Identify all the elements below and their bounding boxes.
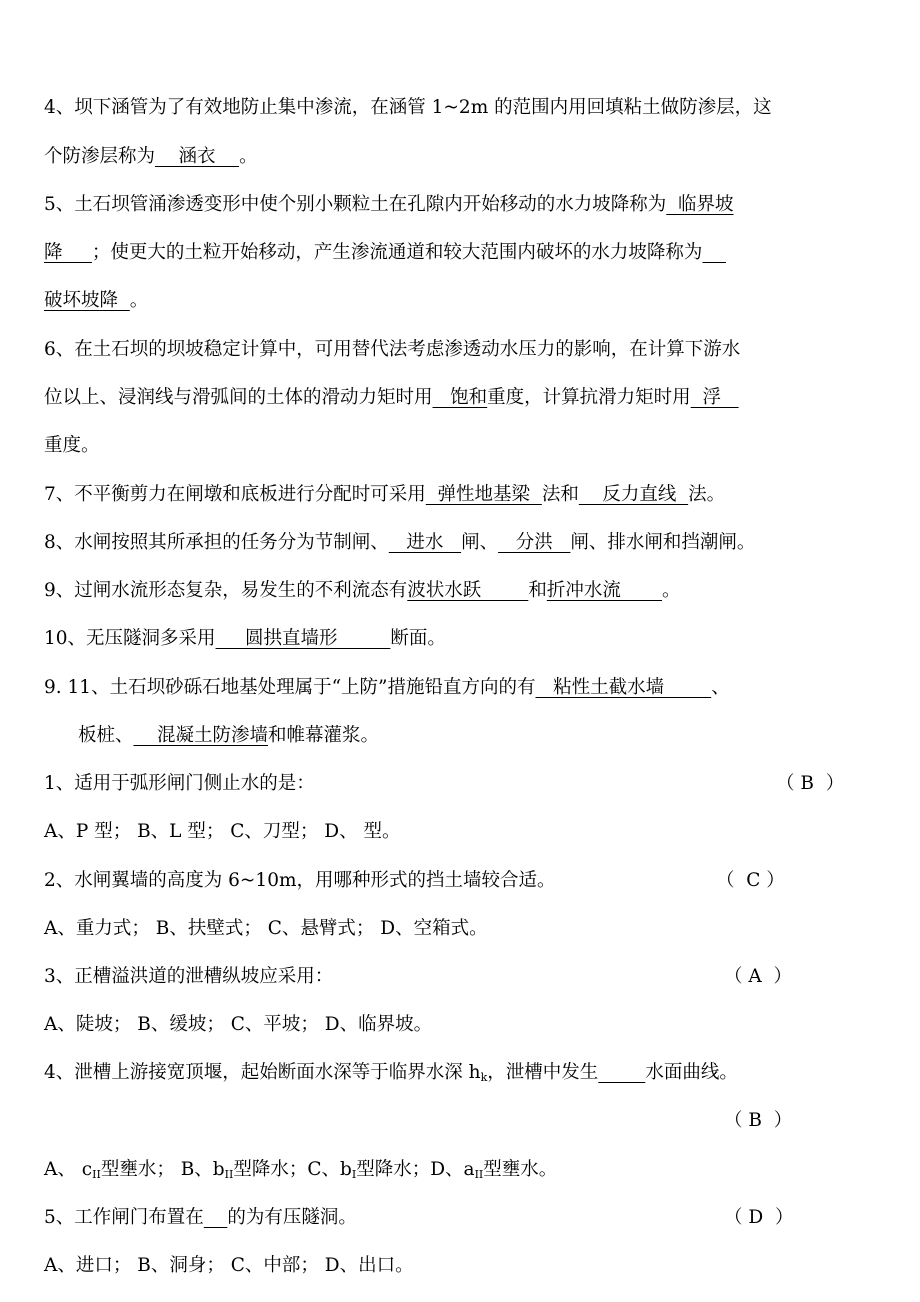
choice-4-stem-text-1: 4、泄槽上游接宽顶堰，起始断面水深等于临界水深 h [44, 1062, 481, 1083]
q9-text-3: 。 [662, 580, 681, 601]
q9-answer-1: 波状水跃 [407, 580, 529, 601]
q5-answer-2: 破坏坡降 [44, 290, 130, 311]
choice-5-stem [44, 1206, 357, 1230]
choice-4-stem [44, 1061, 738, 1090]
choice-5-blank [204, 1207, 228, 1228]
choice-2-stem-text: 2、水闸翼墙的高度为 6~10m，用哪种形式的挡土墙较合适。 [44, 870, 556, 891]
q11-text-3: 板桩、 [78, 725, 134, 746]
q7-line [44, 483, 725, 507]
q8-text-3: 闸、排水闸和挡潮闸。 [570, 532, 756, 553]
choice-4-answer: （ B ） [724, 1110, 793, 1131]
choice-4-stem-text-3: 水面曲线。 [645, 1062, 738, 1083]
choice-3-stem [44, 965, 333, 989]
q4-text-1: 4、坝下涵管为了有效地防止集中渗流，在涵管 1~2m 的范围内用回填粘土做防渗层，这 [44, 97, 772, 118]
q6-line-3 [44, 434, 100, 458]
choice-4-blank [598, 1062, 645, 1083]
q5-end: 。 [129, 290, 149, 311]
choice-4-opt-c: 型降水；C、b [233, 1159, 352, 1180]
q9-text-1: 9、过闸水流形态复杂，易发生的不利流态有 [44, 580, 408, 601]
choice-4-opt-d-sub: II [474, 1168, 484, 1181]
q4-text-2: 个防渗层称为 [44, 146, 156, 167]
choice-5-options [44, 1254, 414, 1278]
q9-text-2: 和 [528, 580, 547, 601]
q11-text-1: 9. 11、土石坝砂砾石地基处理属于“上防”措施铅直方向的有 [44, 677, 536, 698]
choice-3-options-text: A、陡坡； B、缓坡； C、平坡； D、临界坡。 [44, 1014, 433, 1035]
q6-line-1 [44, 338, 740, 362]
q9-answer-2: 折冲水流 [546, 580, 663, 601]
q5-text-1: 5、土石坝管涌渗透变形中使个别小颗粒土在孔隙内开始移动的水力坡降称为 [44, 194, 667, 215]
choice-4-stem-text-2: ，泄槽中发生 [487, 1062, 599, 1083]
q6-line-2 [44, 386, 739, 410]
choice-1-options-text: A、P 型； B、L 型； C、刀型； D、 型。 [44, 821, 401, 842]
q11-answer-2: 混凝土防渗墙 [133, 725, 269, 746]
q8-answer-1: 进水 [388, 532, 462, 553]
q6-text-1: 6、在土石坝的坝坡稳定计算中，可用替代法考虑渗透动水压力的影响，在计算下游水 [44, 339, 741, 360]
q11-line-1 [44, 676, 730, 700]
q6-text-2: 位以上、浸润线与滑弧间的土体的滑动力矩时用 [44, 387, 433, 408]
choice-2-answer: （ C ） [716, 870, 785, 891]
choice-2-stem [44, 869, 556, 893]
q9-line [44, 579, 681, 603]
q11-text-2: 、 [711, 677, 730, 698]
choice-5-stem-text-2: 的为有压隧洞。 [227, 1207, 357, 1228]
choice-5-stem-text-1: 5、工作闸门布置在 [44, 1207, 204, 1228]
q10-text-1: 10、无压隧洞多采用 [44, 628, 216, 649]
choice-4-subscript-k: k [480, 1071, 488, 1084]
q5-answer-1a: 临界坡 [666, 194, 734, 215]
q7-answer-2: 反力直线 [578, 484, 689, 505]
q8-line [44, 531, 755, 555]
choice-2-options-text: A、重力式； B、扶壁式； C、悬臂式； D、空箱式。 [44, 918, 488, 939]
choice-4-opt-a: A、 c [44, 1159, 93, 1180]
q6-answer-2: 浮 [690, 387, 739, 408]
q4-line-2 [44, 145, 258, 169]
choice-3-stem-text: 3、正槽溢洪道的泄槽纵坡应采用： [44, 966, 334, 987]
q8-text-1: 8、水闸按照其所承担的任务分为节制闸、 [44, 532, 389, 553]
choice-4-opt-c-sub: I [351, 1168, 357, 1181]
q11-text-4: 和帷幕灌浆。 [268, 725, 380, 746]
choice-5-answer: （ D ） [724, 1207, 794, 1228]
q8-answer-2: 分洪 [498, 532, 571, 553]
choice-1-options [44, 820, 400, 844]
q5-line-3 [44, 289, 148, 313]
q11-line-2 [78, 724, 379, 748]
q4-answer: 涵衣 [155, 146, 240, 167]
choice-1-stem [44, 772, 315, 796]
choice-4-opt-end: 型壅水。 [483, 1159, 558, 1180]
choice-1-stem-text: 1、适用于弧形闸门侧止水的是： [44, 773, 315, 794]
q7-text-2: 法和 [541, 484, 579, 505]
q10-text-2: 断面。 [390, 628, 446, 649]
q6-text-4: 重度。 [44, 435, 100, 456]
choice-4-options [44, 1158, 557, 1187]
q5-answer-1b: 降 [44, 242, 92, 263]
q11-answer-1: 粘性土截水墙 [535, 677, 712, 698]
q4-end: 。 [239, 146, 258, 167]
q10-line [44, 627, 446, 651]
q5-line-1 [44, 193, 734, 217]
q7-text-3: 法。 [688, 484, 726, 505]
choice-3-answer: （ A ） [724, 966, 793, 987]
choice-2-options [44, 917, 488, 941]
choice-4-opt-b-sub: II [224, 1168, 234, 1181]
q7-text-1: 7、不平衡剪力在闸墩和底板进行分配时可采用 [44, 484, 426, 505]
q5-text-2: ；使更大的土粒开始移动，产生渗流通道和较大范围内破坏的水力坡降称为 [91, 242, 703, 263]
choice-4-opt-a-sub: II [92, 1168, 101, 1181]
q7-answer-1: 弹性地基梁 [425, 484, 542, 505]
choice-5-options-text: A、进口； B、洞身； C、中部； D、出口。 [44, 1255, 414, 1276]
q4-line-1 [44, 96, 772, 120]
q6-answer-1: 饱和 [432, 387, 488, 408]
q6-text-3: 重度，计算抗滑力矩时用 [487, 387, 691, 408]
q5-line-2 [44, 241, 726, 265]
choice-1-answer: （ B ） [776, 773, 845, 794]
choice-4-opt-d: 型降水；D、a [356, 1159, 475, 1180]
q10-answer: 圆拱直墙形 [215, 628, 391, 649]
choice-3-options [44, 1013, 432, 1037]
q5-blank [702, 242, 726, 263]
choice-4-opt-b: 型壅水； B、b [100, 1159, 225, 1180]
q8-text-2: 闸、 [461, 532, 499, 553]
